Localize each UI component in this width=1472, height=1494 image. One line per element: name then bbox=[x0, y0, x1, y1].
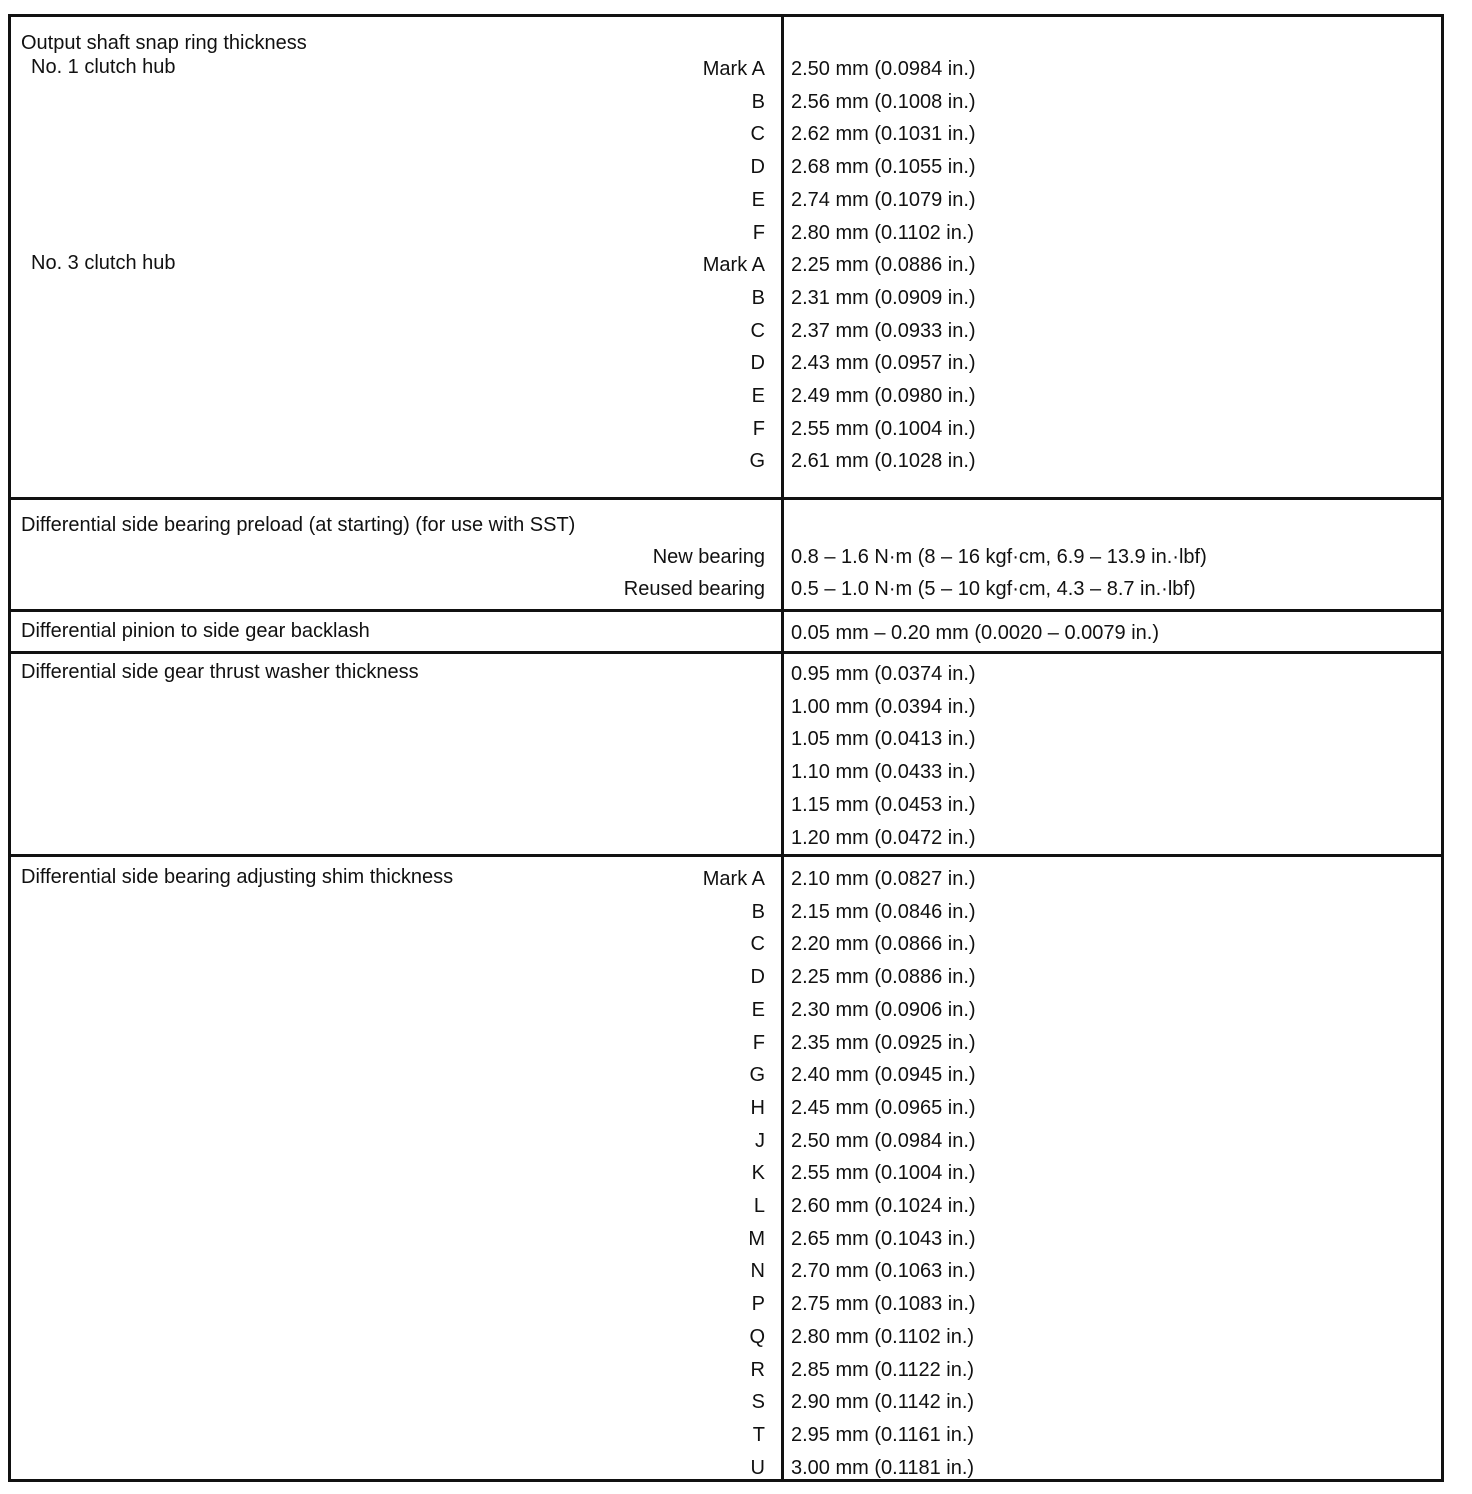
value-cell: 2.80 mm (0.1102 in.) bbox=[791, 1325, 975, 1348]
value-cell: 2.55 mm (0.1004 in.) bbox=[791, 417, 976, 440]
value-cell: 0.05 mm – 0.20 mm (0.0020 – 0.0079 in.) bbox=[791, 622, 1159, 644]
value-cell: 2.31 mm (0.0909 in.) bbox=[791, 286, 976, 309]
value-cell: 0.95 mm (0.0374 in.) bbox=[791, 663, 976, 685]
value-cell: 2.49 mm (0.0980 in.) bbox=[791, 385, 976, 407]
value-cell: 2.61 mm (0.1028 in.) bbox=[791, 450, 976, 473]
mark-label: L bbox=[753, 1195, 765, 1217]
value-cell: 1.10 mm (0.0433 in.) bbox=[791, 761, 976, 784]
section-label: Differential side bearing adjusting shim thickness bbox=[21, 866, 454, 888]
mark-label: P bbox=[751, 1293, 765, 1316]
mark-label: F bbox=[752, 417, 765, 440]
mark-label: N bbox=[750, 1260, 765, 1283]
column-divider bbox=[781, 17, 784, 1479]
row-divider bbox=[11, 651, 1441, 654]
value-cell: 2.35 mm (0.0925 in.) bbox=[791, 1031, 976, 1054]
row-divider bbox=[11, 497, 1441, 500]
section-label: Differential side bearing preload (at starting) (for use with SST) bbox=[21, 514, 576, 536]
value-cell: 2.74 mm (0.1079 in.) bbox=[791, 188, 976, 211]
value-cell: 1.05 mm (0.0413 in.) bbox=[791, 728, 976, 751]
row-divider bbox=[11, 609, 1441, 612]
mark-label: B bbox=[751, 90, 765, 113]
row-divider bbox=[11, 854, 1441, 857]
value-cell: 0.5 – 1.0 N·m (5 – 10 kgf·cm, 4.3 – 8.7 in.·lbf) bbox=[791, 578, 1196, 600]
value-cell: 3.00 mm (0.1181 in.) bbox=[791, 1456, 975, 1479]
mark-label: R bbox=[750, 1358, 765, 1381]
value-cell: 2.68 mm (0.1055 in.) bbox=[791, 156, 976, 179]
mark-label: Mark A bbox=[702, 254, 765, 277]
value-cell: 2.65 mm (0.1043 in.) bbox=[791, 1227, 976, 1250]
mark-label: J bbox=[755, 1129, 765, 1152]
mark-label: C bbox=[750, 123, 765, 146]
mark-label: B bbox=[751, 900, 765, 923]
mark-label: D bbox=[750, 156, 765, 179]
value-cell: 2.30 mm (0.0906 in.) bbox=[791, 998, 976, 1021]
section-label: Differential pinion to side gear backlash bbox=[21, 620, 370, 642]
spec-table bbox=[8, 14, 1444, 1482]
value-cell: 2.60 mm (0.1024 in.) bbox=[791, 1195, 976, 1217]
value-cell: 2.80 mm (0.1102 in.) bbox=[791, 221, 975, 244]
section-label: Differential side gear thrust washer thickness bbox=[21, 661, 419, 683]
value-cell: 2.90 mm (0.1142 in.) bbox=[791, 1391, 975, 1414]
mark-label: E bbox=[751, 998, 765, 1021]
value-cell: 2.70 mm (0.1063 in.) bbox=[791, 1260, 976, 1283]
mark-label: S bbox=[751, 1391, 765, 1414]
value-cell: 1.20 mm (0.0472 in.) bbox=[791, 826, 976, 849]
value-cell: 2.25 mm (0.0886 in.) bbox=[791, 254, 976, 277]
value-cell: 2.37 mm (0.0933 in.) bbox=[791, 319, 976, 342]
mark-label: H bbox=[750, 1096, 765, 1119]
value-cell: 2.75 mm (0.1083 in.) bbox=[791, 1293, 976, 1316]
value-cell: 2.10 mm (0.0827 in.) bbox=[791, 868, 976, 890]
mark-label: U bbox=[750, 1456, 765, 1479]
section-label: Output shaft snap ring thickness bbox=[21, 32, 307, 54]
mark-label: G bbox=[749, 1064, 765, 1087]
value-cell: 2.15 mm (0.0846 in.) bbox=[791, 900, 976, 923]
mark-label: Q bbox=[749, 1325, 765, 1348]
mark-label: T bbox=[752, 1423, 765, 1446]
value-cell: 2.50 mm (0.0984 in.) bbox=[791, 1129, 976, 1152]
mark-label: New bearing bbox=[652, 546, 765, 568]
mark-label: F bbox=[752, 1031, 765, 1054]
mark-label: F bbox=[752, 221, 765, 244]
value-cell: 2.43 mm (0.0957 in.) bbox=[791, 352, 976, 375]
mark-label: Mark A bbox=[702, 868, 765, 890]
mark-label: D bbox=[750, 352, 765, 375]
value-cell: 1.00 mm (0.0394 in.) bbox=[791, 695, 976, 718]
mark-label: D bbox=[750, 966, 765, 989]
value-cell: 1.15 mm (0.0453 in.) bbox=[791, 793, 976, 816]
mark-label: E bbox=[751, 188, 765, 211]
value-cell: 2.45 mm (0.0965 in.) bbox=[791, 1096, 976, 1119]
value-cell: 2.40 mm (0.0945 in.) bbox=[791, 1064, 976, 1087]
mark-label: C bbox=[750, 933, 765, 956]
value-cell: 2.25 mm (0.0886 in.) bbox=[791, 966, 976, 989]
mark-label: Reused bearing bbox=[623, 578, 765, 600]
mark-label: G bbox=[749, 450, 765, 473]
mark-label: Mark A bbox=[702, 58, 765, 80]
mark-label: B bbox=[751, 286, 765, 309]
value-cell: 0.8 – 1.6 N·m (8 – 16 kgf·cm, 6.9 – 13.9 in.·lbf) bbox=[791, 546, 1207, 568]
value-cell: 2.55 mm (0.1004 in.) bbox=[791, 1162, 976, 1185]
mark-label: K bbox=[751, 1162, 765, 1185]
value-cell: 2.85 mm (0.1122 in.) bbox=[791, 1358, 975, 1381]
mark-label: C bbox=[750, 319, 765, 342]
value-cell: 2.20 mm (0.0866 in.) bbox=[791, 933, 976, 956]
value-cell: 2.50 mm (0.0984 in.) bbox=[791, 58, 976, 80]
mark-label: E bbox=[751, 385, 765, 407]
group-label: No. 3 clutch hub bbox=[31, 252, 176, 275]
group-label: No. 1 clutch hub bbox=[31, 56, 176, 78]
mark-label: M bbox=[748, 1227, 765, 1250]
value-cell: 2.95 mm (0.1161 in.) bbox=[791, 1423, 975, 1446]
value-cell: 2.56 mm (0.1008 in.) bbox=[791, 90, 976, 113]
value-cell: 2.62 mm (0.1031 in.) bbox=[791, 123, 976, 146]
